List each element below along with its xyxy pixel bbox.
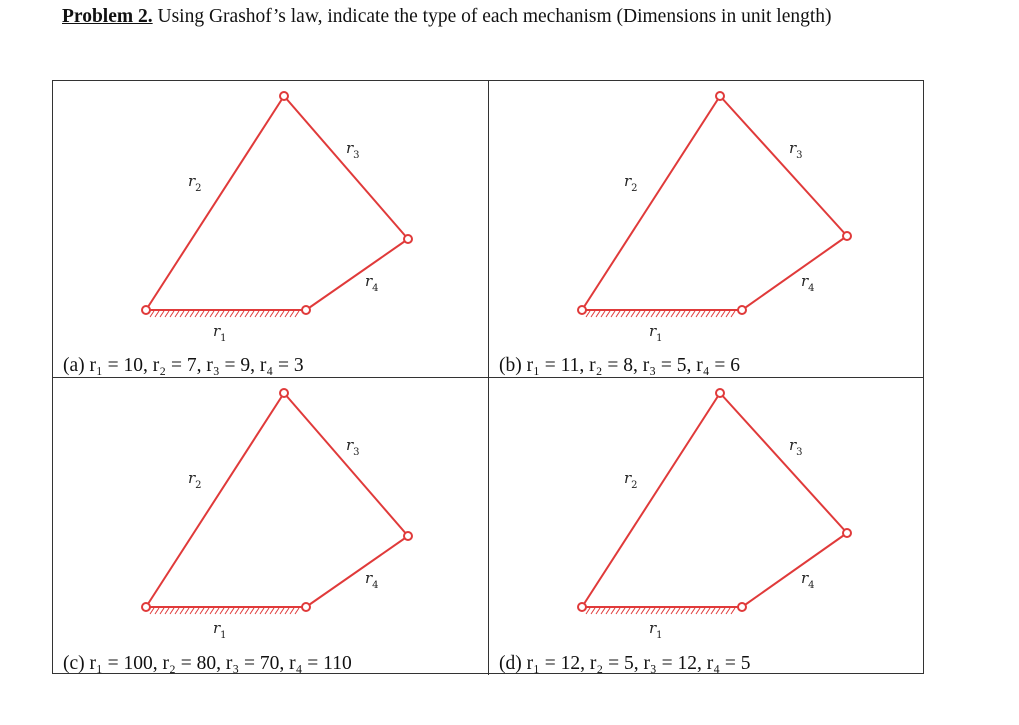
hatch-mark: [275, 311, 279, 317]
link-r2: [146, 393, 284, 607]
hatch-mark: [165, 608, 169, 614]
hatch-mark: [656, 311, 660, 317]
hatch-mark: [185, 311, 189, 317]
label-r1: $r_1$: [649, 322, 663, 344]
hatch-mark: [215, 311, 219, 317]
hatch-mark: [190, 311, 194, 317]
hatch-mark: [290, 608, 294, 614]
hatch-mark: [611, 608, 615, 614]
link-r2: [582, 96, 720, 310]
ground-hatching: [150, 608, 299, 614]
label-r1: $r_1$: [213, 619, 227, 641]
hatch-mark: [676, 608, 680, 614]
label-r3: $r_3$: [346, 139, 360, 161]
hatch-mark: [646, 608, 650, 614]
case-d-caption: (d) r₁ = 12, r₂ = 5, r₃ = 12, r₄ = 5: [499, 653, 751, 674]
hatch-mark: [160, 608, 164, 614]
hatch-mark: [716, 608, 720, 614]
pin-joint: [142, 306, 150, 314]
hatch-mark: [220, 608, 224, 614]
hatch-mark: [686, 608, 690, 614]
pin-joint: [578, 306, 586, 314]
hatch-mark: [200, 311, 204, 317]
hatch-mark: [606, 311, 610, 317]
hatch-mark: [691, 311, 695, 317]
hatch-mark: [190, 608, 194, 614]
link-r3: [720, 393, 847, 533]
label-r3: $r_3$: [789, 436, 803, 458]
hatch-mark: [240, 608, 244, 614]
hatch-mark: [200, 608, 204, 614]
label-r4: $r_4$: [365, 569, 379, 591]
hatch-mark: [225, 608, 229, 614]
mechanism-d-diagram: [489, 378, 924, 675]
hatch-mark: [636, 311, 640, 317]
link-r2: [582, 393, 720, 607]
hatch-mark: [651, 608, 655, 614]
hatch-mark: [666, 608, 670, 614]
label-r4: $r_4$: [365, 272, 379, 294]
hatch-mark: [280, 608, 284, 614]
hatch-mark: [606, 608, 610, 614]
hatch-mark: [260, 311, 264, 317]
label-r4: $r_4$: [801, 569, 815, 591]
label-r2: $r_2$: [188, 469, 202, 491]
hatch-mark: [666, 311, 670, 317]
hatch-mark: [731, 311, 735, 317]
hatch-mark: [616, 311, 620, 317]
hatch-mark: [661, 608, 665, 614]
hatch-mark: [185, 608, 189, 614]
hatch-mark: [696, 311, 700, 317]
hatch-mark: [265, 608, 269, 614]
hatch-mark: [681, 311, 685, 317]
hatch-mark: [626, 608, 630, 614]
hatch-mark: [691, 608, 695, 614]
hatch-mark: [646, 311, 650, 317]
hatch-mark: [170, 311, 174, 317]
hatch-mark: [706, 608, 710, 614]
pin-joint: [280, 389, 288, 397]
hatch-mark: [636, 608, 640, 614]
pin-joint: [843, 232, 851, 240]
pin-joint: [280, 92, 288, 100]
case-b-caption: (b) r₁ = 11, r₂ = 8, r₃ = 5, r₄ = 6: [499, 355, 741, 376]
case-a-caption: (a) r₁ = 10, r₂ = 7, r₃ = 9, r₄ = 3: [63, 355, 304, 376]
hatch-mark: [621, 311, 625, 317]
hatch-mark: [611, 311, 615, 317]
hatch-mark: [195, 311, 199, 317]
hatch-mark: [716, 311, 720, 317]
label-r1: $r_1$: [213, 322, 227, 344]
hatch-mark: [631, 608, 635, 614]
label-r2: $r_2$: [188, 172, 202, 194]
hatch-mark: [290, 311, 294, 317]
label-r3: $r_3$: [346, 436, 360, 458]
hatch-mark: [175, 311, 179, 317]
hatch-mark: [240, 311, 244, 317]
hatch-mark: [591, 608, 595, 614]
link-r3: [720, 96, 847, 236]
pin-joint: [716, 92, 724, 100]
problem-text: Using Grashof’s law, indicate the type of each mechanism (Dimensions in unit length): [152, 6, 832, 27]
link-r3: [284, 96, 408, 239]
pin-joint: [302, 306, 310, 314]
hatch-mark: [696, 608, 700, 614]
hatch-mark: [180, 311, 184, 317]
hatch-mark: [265, 311, 269, 317]
hatch-mark: [671, 311, 675, 317]
hatch-mark: [230, 311, 234, 317]
hatch-mark: [275, 608, 279, 614]
hatch-mark: [731, 608, 735, 614]
mechanism-a-diagram: [53, 81, 488, 378]
hatch-mark: [255, 608, 259, 614]
hatch-mark: [711, 311, 715, 317]
hatch-mark: [255, 311, 259, 317]
hatch-mark: [175, 608, 179, 614]
link-r3: [284, 393, 408, 536]
case-c-cell: [53, 378, 488, 675]
ground-hatching: [586, 311, 735, 317]
hatch-mark: [165, 311, 169, 317]
link-r4: [742, 533, 847, 607]
pin-joint: [578, 603, 586, 611]
hatch-mark: [210, 608, 214, 614]
hatch-mark: [295, 608, 299, 614]
ground-hatching: [150, 311, 299, 317]
hatch-mark: [170, 608, 174, 614]
hatch-mark: [626, 311, 630, 317]
pin-joint: [404, 532, 412, 540]
hatch-mark: [285, 311, 289, 317]
link-r4: [306, 239, 408, 310]
pin-joint: [142, 603, 150, 611]
link-r4: [742, 236, 847, 310]
label-r2: $r_2$: [624, 172, 638, 194]
hatch-mark: [596, 608, 600, 614]
problem-statement: [62, 6, 962, 28]
hatch-mark: [285, 608, 289, 614]
hatch-mark: [621, 608, 625, 614]
pin-joint: [302, 603, 310, 611]
case-a-cell: [53, 81, 488, 378]
hatch-mark: [195, 608, 199, 614]
pin-joint: [843, 529, 851, 537]
hatch-mark: [651, 311, 655, 317]
pin-joint: [404, 235, 412, 243]
hatch-mark: [641, 311, 645, 317]
hatch-mark: [686, 311, 690, 317]
hatch-mark: [155, 311, 159, 317]
hatch-mark: [205, 608, 209, 614]
hatch-mark: [235, 608, 239, 614]
hatch-mark: [220, 311, 224, 317]
hatch-mark: [205, 311, 209, 317]
pin-joint: [716, 389, 724, 397]
label-r2: $r_2$: [624, 469, 638, 491]
hatch-mark: [596, 311, 600, 317]
hatch-mark: [270, 311, 274, 317]
hatch-mark: [270, 608, 274, 614]
label-r3: $r_3$: [789, 139, 803, 161]
ground-hatching: [586, 608, 735, 614]
hatch-mark: [721, 608, 725, 614]
mechanism-table: [52, 80, 924, 674]
hatch-mark: [210, 311, 214, 317]
hatch-mark: [726, 311, 730, 317]
hatch-mark: [245, 608, 249, 614]
hatch-mark: [601, 608, 605, 614]
hatch-mark: [225, 311, 229, 317]
hatch-mark: [260, 608, 264, 614]
pin-joint: [738, 306, 746, 314]
hatch-mark: [706, 311, 710, 317]
hatch-mark: [616, 608, 620, 614]
hatch-mark: [245, 311, 249, 317]
label-r4: $r_4$: [801, 272, 815, 294]
hatch-mark: [701, 608, 705, 614]
hatch-mark: [701, 311, 705, 317]
hatch-mark: [681, 608, 685, 614]
hatch-mark: [721, 311, 725, 317]
hatch-mark: [250, 608, 254, 614]
hatch-mark: [250, 311, 254, 317]
hatch-mark: [180, 608, 184, 614]
hatch-mark: [661, 311, 665, 317]
hatch-mark: [235, 311, 239, 317]
case-d-cell: [488, 378, 923, 675]
label-r1: $r_1$: [649, 619, 663, 641]
hatch-mark: [631, 311, 635, 317]
hatch-mark: [656, 608, 660, 614]
hatch-mark: [676, 311, 680, 317]
case-b-cell: [488, 81, 923, 378]
hatch-mark: [295, 311, 299, 317]
hatch-mark: [155, 608, 159, 614]
hatch-mark: [591, 311, 595, 317]
hatch-mark: [641, 608, 645, 614]
hatch-mark: [726, 608, 730, 614]
hatch-mark: [215, 608, 219, 614]
case-c-caption: (c) r₁ = 100, r₂ = 80, r₃ = 70, r₄ = 110: [63, 653, 352, 674]
link-r2: [146, 96, 284, 310]
hatch-mark: [601, 311, 605, 317]
pin-joint: [738, 603, 746, 611]
hatch-mark: [671, 608, 675, 614]
mechanism-c-diagram: [53, 378, 488, 675]
hatch-mark: [711, 608, 715, 614]
problem-number: Problem 2.: [62, 6, 153, 27]
hatch-mark: [160, 311, 164, 317]
mechanism-b-diagram: [489, 81, 924, 378]
link-r4: [306, 536, 408, 607]
hatch-mark: [230, 608, 234, 614]
hatch-mark: [280, 311, 284, 317]
